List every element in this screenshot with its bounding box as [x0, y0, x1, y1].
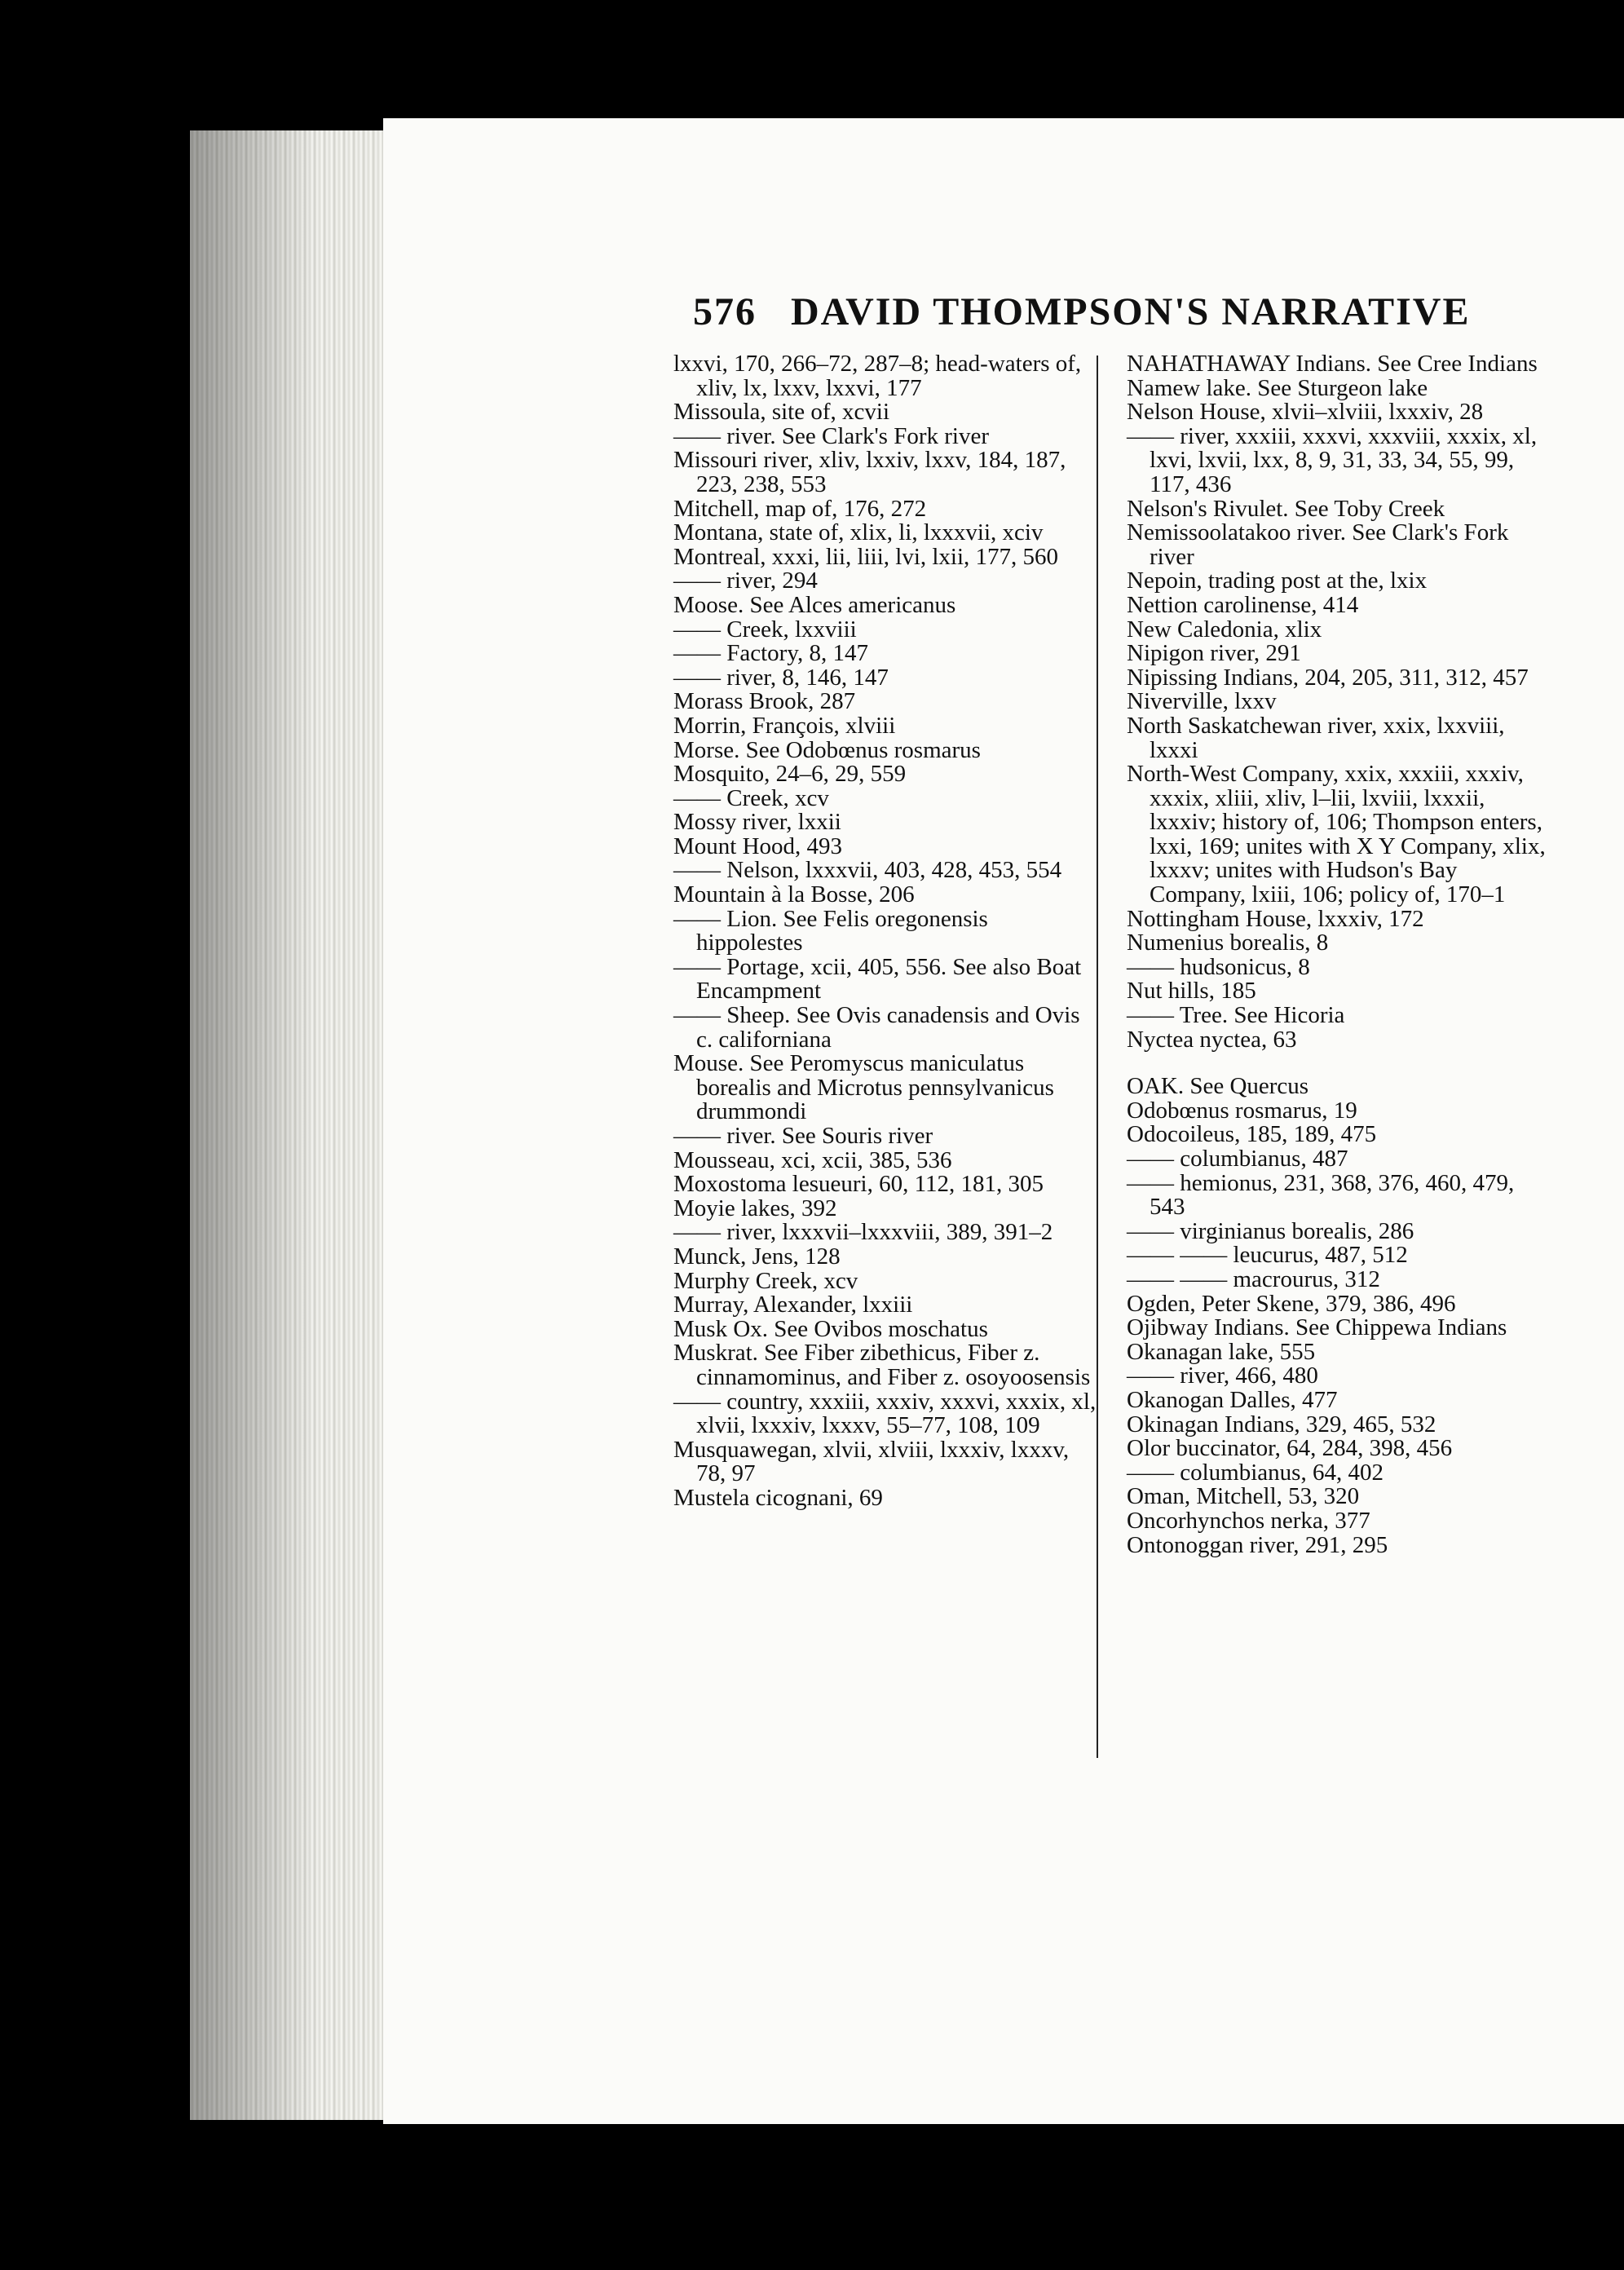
- page-header: [693, 289, 1470, 334]
- index-entry: Namew lake. See Sturgeon lake: [1127, 374, 1428, 401]
- index-entry: Mosquito, 24–6, 29, 559: [673, 761, 907, 788]
- index-entry: Morrin, François, xlviii: [673, 712, 896, 739]
- index-entry: —— —— macrourus, 312: [1127, 1265, 1380, 1292]
- book-page-edges: [190, 130, 402, 2120]
- index-entry: Nemissoolatakoo river. See Clark's Fork river: [1127, 519, 1509, 570]
- index-entry: Murray, Alexander, lxxiii: [673, 1292, 913, 1318]
- index-entry: Mitchell, map of, 176, 272: [673, 495, 927, 522]
- index-entry: New Caledonia, xlix: [1127, 616, 1322, 643]
- index-column-left: [673, 352, 1097, 1511]
- index-entry: Okanogan Dalles, 477: [1127, 1386, 1338, 1413]
- index-entry: Olor buccinator, 64, 284, 398, 456: [1127, 1435, 1453, 1462]
- index-entry: Musquawegan, xlvii, xlviii, lxxxiv, lxxxv, 78, 97: [673, 1436, 1070, 1487]
- index-entry: —— Lion. See Felis oregonensis hippolestes: [673, 905, 988, 956]
- running-title: DAVID THOMPSON'S NARRATIVE: [791, 290, 1471, 333]
- index-entry: Mount Hood, 493: [673, 832, 843, 859]
- index-entry: Nipigon river, 291: [1127, 640, 1301, 667]
- entry-gap: [1127, 1052, 1551, 1075]
- index-entry: Oman, Mitchell, 53, 320: [1127, 1483, 1360, 1510]
- index-entry: Murphy Creek, xcv: [673, 1267, 858, 1294]
- index-entry: Morse. See Odobœnus rosmarus: [673, 736, 981, 763]
- index-entry: Mustela cicognani, 69: [673, 1484, 883, 1511]
- index-entry: Nelson's Rivulet. See Toby Creek: [1127, 495, 1445, 522]
- index-entry: Nepoin, trading post at the, lxix: [1127, 568, 1428, 594]
- index-entry: —— river. See Clark's Fork river: [673, 422, 989, 449]
- index-entry: —— Factory, 8, 147: [673, 640, 868, 667]
- index-entry: lxxvi, 170, 266–72, 287–8; head-waters of, xliv, lx, lxxv, lxxvi, 177: [673, 351, 1082, 401]
- index-entry: Missoula, site of, xcvii: [673, 399, 890, 426]
- index-entry: —— columbianus, 64, 402: [1127, 1459, 1383, 1486]
- index-entry: Ontonoggan river, 291, 295: [1127, 1531, 1388, 1558]
- index-entry: Musk Ox. See Ovibos moschatus: [673, 1315, 988, 1342]
- index-entry: Odobœnus rosmarus, 19: [1127, 1097, 1357, 1124]
- index-entry: —— river, 466, 480: [1127, 1362, 1318, 1389]
- index-entry: Montana, state of, xlix, li, lxxxvii, xciv: [673, 519, 1044, 546]
- index-entry: —— columbianus, 487: [1127, 1146, 1348, 1172]
- index-entry: —— river, 294: [673, 568, 818, 594]
- index-entry: —— Sheep. See Ovis canadensis and Ovis c. californiana: [673, 1002, 1080, 1053]
- index-entry: —— country, xxxiii, xxxiv, xxxvi, xxxix, xl, xlvii, lxxxiv, lxxxv, 55–77, 108, 109: [673, 1388, 1097, 1439]
- index-entry: Mountain à la Bosse, 206: [673, 881, 915, 908]
- index-entry: Oncorhynchos nerka, 377: [1127, 1507, 1370, 1534]
- index-entry: Odocoileus, 185, 189, 475: [1127, 1121, 1377, 1148]
- index-entry: —— hudsonicus, 8: [1127, 953, 1310, 980]
- index-entry: —— Nelson, lxxxvii, 403, 428, 453, 554: [673, 857, 1062, 884]
- index-entry: OAK. See Quercus: [1127, 1073, 1309, 1100]
- index-entry: Numenius borealis, 8: [1127, 930, 1329, 956]
- index-entry: Mouse. See Peromyscus maniculatus borealis and Microtus pennsylvanicus drummondi: [673, 1050, 1054, 1125]
- index-entry: Mousseau, xci, xcii, 385, 536: [673, 1146, 952, 1173]
- index-entry: Okanagan lake, 555: [1127, 1338, 1316, 1365]
- page-number: 576: [693, 290, 757, 333]
- column-divider: [1097, 356, 1098, 1758]
- index-entry: Niverville, lxxv: [1127, 688, 1277, 715]
- index-entry: —— Tree. See Hicoria: [1127, 1002, 1345, 1029]
- index-entry: Missouri river, xliv, lxxiv, lxxv, 184, 187, 223, 238, 553: [673, 447, 1066, 497]
- index-entry: Ojibway Indians. See Chippewa Indians: [1127, 1314, 1507, 1341]
- index-entry: —— river. See Souris river: [673, 1123, 933, 1149]
- index-entry: —— virginianus borealis, 286: [1127, 1217, 1414, 1244]
- index-entry: Nyctea nyctea, 63: [1127, 1026, 1297, 1053]
- index-entry: North Saskatchewan river, xxix, lxxviii, lxxxi: [1127, 712, 1505, 763]
- index-column-right: [1127, 352, 1551, 1557]
- index-entry: Munck, Jens, 128: [673, 1243, 841, 1270]
- index-entry: —— river, lxxxvii–lxxxviii, 389, 391–2: [673, 1219, 1053, 1246]
- index-entry: Okinagan Indians, 329, 465, 532: [1127, 1411, 1436, 1438]
- index-entry: —— Creek, lxxviii: [673, 616, 857, 643]
- index-entry: Muskrat. See Fiber zibethicus, Fiber z. cinnamominus, and Fiber z. osoyoosensis: [673, 1340, 1091, 1390]
- index-entry: Montreal, xxxi, lii, liii, lvi, lxii, 177, 560: [673, 543, 1059, 570]
- index-entry: —— river, 8, 146, 147: [673, 664, 889, 691]
- index-entry: Morass Brook, 287: [673, 688, 856, 715]
- index-entry: —— river, xxxiii, xxxvi, xxxviii, xxxix, xl, lxvi, lxvii, lxx, 8, 9, 31, 33, 34, 55, 99, 117, 436: [1127, 422, 1538, 497]
- index-entry: —— —— leucurus, 487, 512: [1127, 1242, 1408, 1269]
- index-entry: NAHATHAWAY Indians. See Cree Indians: [1127, 351, 1538, 377]
- index-entry: Moxostoma lesueuri, 60, 112, 181, 305: [673, 1171, 1044, 1198]
- index-entry: Moyie lakes, 392: [673, 1195, 837, 1221]
- index-entry: —— Creek, xcv: [673, 784, 829, 811]
- index-entry: Nipissing Indians, 204, 205, 311, 312, 457: [1127, 664, 1529, 691]
- index-entry: Nettion carolinense, 414: [1127, 591, 1359, 618]
- index-entry: —— hemionus, 231, 368, 376, 460, 479, 543: [1127, 1169, 1515, 1221]
- index-entry: Nottingham House, lxxxiv, 172: [1127, 905, 1424, 932]
- index-entry: Mossy river, lxxii: [673, 809, 841, 836]
- index-entry: Nut hills, 185: [1127, 978, 1256, 1005]
- index-entry: Moose. See Alces americanus: [673, 591, 956, 618]
- index-entry: Nelson House, xlvii–xlviii, lxxxiv, 28: [1127, 399, 1484, 426]
- index-entry: Ogden, Peter Skene, 379, 386, 496: [1127, 1290, 1456, 1317]
- index-entry: —— Portage, xcii, 405, 556. See also Boat Encampment: [673, 953, 1082, 1005]
- index-entry: North-West Company, xxix, xxxiii, xxxiv, xxxix, xliii, xliv, l–lii, lxviii, lxxxii, lxxxiv; history of, 106; Thompson enters, lxxi, 169; unites with X Y Company, xlix, lxxxv; unites with Hudson's Bay Company, lxiii, 106; policy of, 170–1: [1127, 761, 1546, 908]
